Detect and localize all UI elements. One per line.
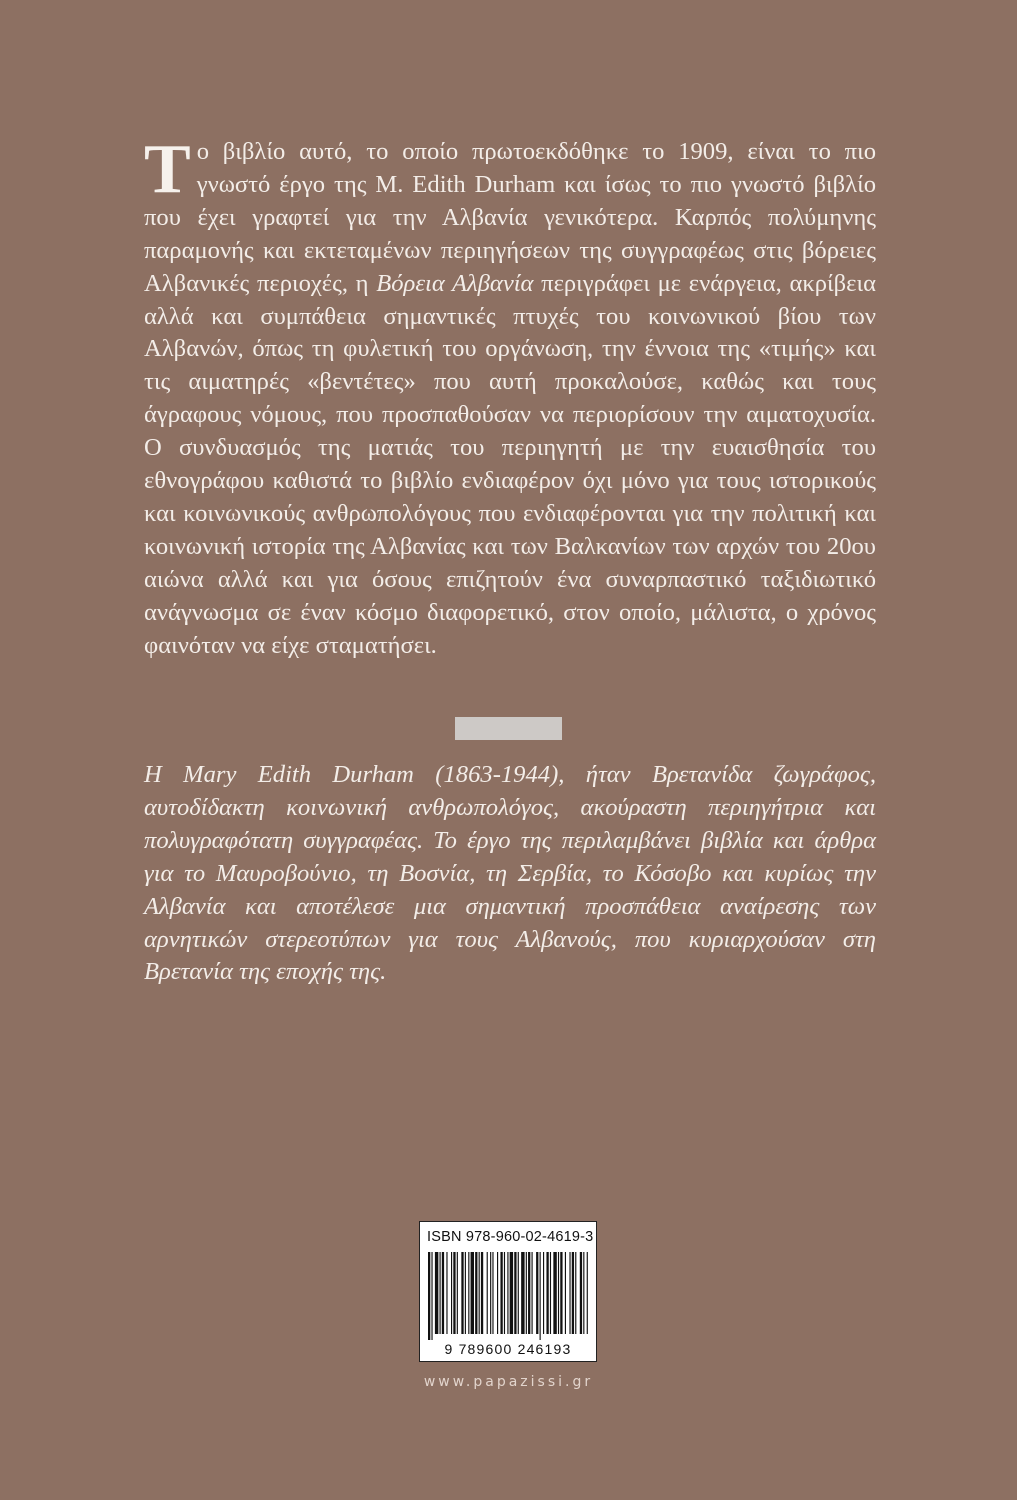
barcode-bar xyxy=(453,1252,455,1334)
blurb-paragraph xyxy=(144,131,876,663)
barcode-bar xyxy=(490,1252,491,1334)
barcode-bar xyxy=(497,1252,498,1334)
barcode-bar xyxy=(572,1252,574,1334)
barcode-bar xyxy=(546,1252,548,1334)
barcode-bar xyxy=(461,1252,463,1334)
barcode-bar xyxy=(575,1252,576,1334)
barcode-bar xyxy=(521,1252,524,1334)
barcode-bar xyxy=(510,1252,513,1334)
barcode-digits: 9 789600 246193 xyxy=(444,1341,572,1357)
barcode-bar xyxy=(492,1252,493,1334)
barcode-bar xyxy=(431,1252,432,1340)
blurb-text-end: περιγράφει με ενάργεια, ακρίβεια αλλά και συμπάθεια σημαντικές πτυχές του κοινωνικού βίου των Αλβανών, όπως τη φυλετική του οργάνωση, την έννοια της «τιμής» και τις αιματηρές «βεντέτες» που αυτή προκαλούσε, καθώς και τους άγραφους νόμους, που προσπαθούσαν να περιορίσουν την αιματοχυσία. Ο συνδυασμός της ματιάς του περιηγητή με την ευαισθησία του εθνογράφου καθιστά το βιβλίο ενδιαφέρον όχι μόνο για τους ιστορικούς και κοινωνικούς ανθρωπολόγους που ενδιαφέρονται για την πολιτική και κοινωνική ιστορία της Αλβανίας και των Βαλκανίων των αρχών του 20ου αιώνα αλλά και για όσους επιζητούν ένα συναρπαστικό ταξιδιωτικό ανάγνωσμα σε έναν κόσμο διαφορετικό, στον οποίο, μάλιστα, ο χρόνος φαινόταν να είχε σταματήσει. xyxy=(144,269,876,659)
isbn-barcode xyxy=(419,1221,597,1362)
barcode-bar xyxy=(558,1252,559,1334)
barcode-bar xyxy=(479,1252,480,1334)
barcode-bar xyxy=(553,1252,556,1334)
barcode-bar xyxy=(428,1252,430,1340)
barcode-bar xyxy=(514,1252,516,1334)
barcode-bar xyxy=(565,1252,566,1334)
barcode-bar xyxy=(526,1252,527,1334)
barcode-bar xyxy=(451,1252,452,1334)
barcode-bar xyxy=(457,1252,458,1334)
barcode-bar xyxy=(540,1252,541,1340)
barcode-bar xyxy=(435,1252,438,1334)
barcode-bar xyxy=(500,1252,502,1334)
book-title: Βόρεια Αλβανία xyxy=(376,269,534,297)
barcode-bar xyxy=(471,1252,474,1334)
author-bio: H Mary Edith Durham (1863-1944), ήταν Βρετανίδα ζωγράφος, αυτοδίδακτη κοινωνική ανθρωπολόγος, ακούραστη περιηγήτρια και πολυγραφότατη συγγραφέας. Το έργο της περιλαμβάνει βιβλία και άρθρα για το Μαυροβούνιο, τη Βοσνία, τη Σερβία, το Κόσοβο και κυρίως την Αλβανία και αποτέλεσε μια σημαντική προσπάθεια αναίρεσης των αρνητικών στερεοτύπων για τους Αλβανούς, που κυριαρχούσαν στη Βρετανία της εποχής της. xyxy=(144,761,876,986)
barcode-bar xyxy=(532,1252,533,1334)
barcode-bar xyxy=(536,1252,538,1334)
publisher-website: www.papazissi.gr xyxy=(423,1374,594,1390)
isbn-label: ISBN 978-960-02-4619-3 xyxy=(427,1229,594,1245)
barcode-bar xyxy=(504,1252,505,1334)
barcode-bar xyxy=(587,1252,588,1334)
barcode-bar xyxy=(475,1252,477,1334)
barcode-bar xyxy=(465,1252,466,1334)
barcode-bar xyxy=(481,1252,483,1334)
barcode-bar xyxy=(487,1252,488,1334)
barcode-bar xyxy=(580,1252,582,1334)
barcode-bar xyxy=(518,1252,519,1334)
barcode-bar xyxy=(569,1252,570,1334)
barcode-bar xyxy=(583,1252,584,1334)
barcode-bar xyxy=(468,1252,469,1334)
barcode-bar xyxy=(442,1252,444,1334)
barcode-bar xyxy=(550,1252,551,1334)
divider-bar xyxy=(455,717,562,740)
barcode-bar xyxy=(560,1252,562,1334)
blurb-text-start: ο βιβλίο αυτό, το οποίο πρωτοεκδόθηκε το 1909, είναι το πιο γνωστό έργο της M. Edith Durham και ίσως το πιο γνωστό βιβλίο που έχει γραφτεί για την Αλβανία γενικότερα. Καρπός πολύμηνης παραμονής και εκτεταμένων περιηγήσεων της συγγραφέως στις βόρειες Αλβανικές περιοχές, η xyxy=(144,138,876,297)
barcode-bar xyxy=(507,1252,508,1334)
barcode-bar xyxy=(440,1252,441,1334)
barcode-bars xyxy=(426,1252,590,1340)
drop-cap: Τ xyxy=(144,131,191,208)
barcode-bar xyxy=(543,1252,544,1334)
barcode-bar xyxy=(446,1252,447,1334)
barcode-bar xyxy=(528,1252,530,1334)
